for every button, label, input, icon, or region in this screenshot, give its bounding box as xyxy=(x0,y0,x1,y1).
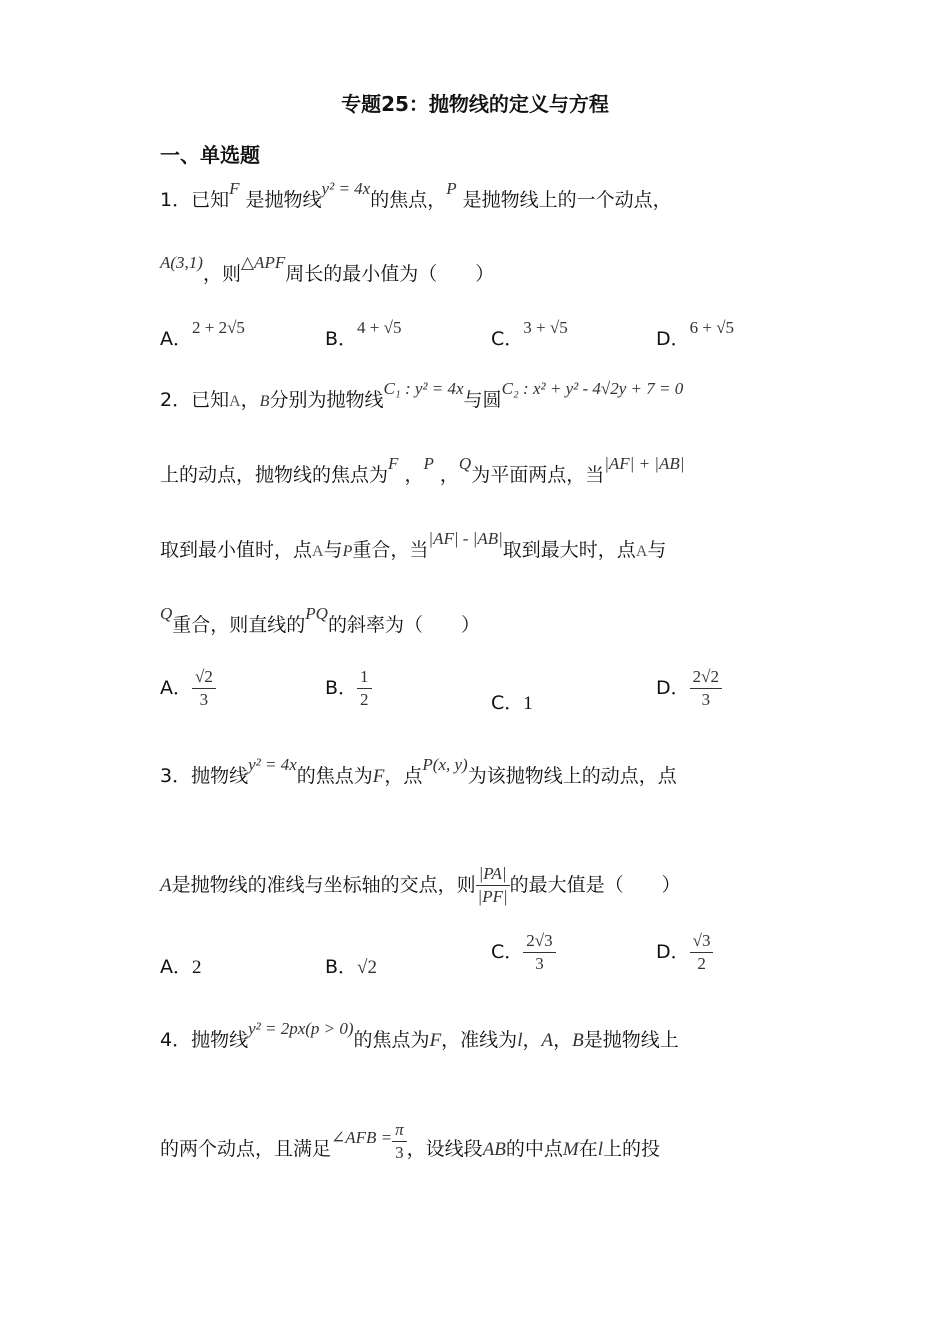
q2-option-d[interactable]: D． $\frac{2√2}{3}$ xyxy=(656,666,722,711)
q3-option-c[interactable]: C． $\frac{2√3}{3}$ xyxy=(491,930,556,975)
q3-A: A xyxy=(160,875,172,896)
q3-equation: y² = 4x xyxy=(248,755,297,774)
q2-A: A xyxy=(229,393,241,410)
q4-line-1: 4．抛物线y² = 2px(p > 0)的焦点为F，准线为l，A，B是抛物线上 xyxy=(160,1019,679,1051)
q1-line-1 xyxy=(160,179,672,213)
q1-text: 是抛物线 xyxy=(245,189,322,211)
q2-PQ: PQ xyxy=(305,604,328,623)
q3-line-2: A是抛物线的准线与坐标轴的交点，则 $\frac{|PA|}{|PF|}$ 的最大值是（ ） xyxy=(160,864,681,906)
q2-Q: Q xyxy=(458,454,472,473)
q2-sum: |AF| + |AB| xyxy=(604,454,685,473)
page-title: 专题25：抛物线的定义与方程 xyxy=(341,92,609,116)
q2-line-1: 2．已知A，B分别为抛物线C₁ : y² = 4x与圆C₂ : x² + y² - 4√2y + 7 = 0 xyxy=(160,379,684,411)
q2-P: P xyxy=(423,454,434,473)
q1-F: F xyxy=(229,179,240,198)
q1-text: ，则 xyxy=(202,263,241,285)
q3-option-d[interactable]: D． $\frac{√3}{2}$ xyxy=(656,930,713,975)
q3-F: F xyxy=(372,766,385,787)
q3-line-1: 3．抛物线y² = 4x的焦点为F，点P(x, y)为该抛物线上的动点，点 xyxy=(160,755,677,787)
q1-triangle: △APF xyxy=(240,253,286,272)
q3-point-P: P(x, y) xyxy=(422,755,468,774)
q1-option-c[interactable]: C．3 + √5 xyxy=(491,318,568,350)
q4-pi-over-3: $\frac{\pi}{3}$ xyxy=(392,1119,407,1164)
q1-line-2 xyxy=(160,253,495,287)
q2-line-4: Q重合，则直线的PQ的斜率为（ ） xyxy=(160,604,480,636)
q1-number: 1．已知 xyxy=(160,189,230,211)
q2-parabola: C₁ : y² = 4x xyxy=(383,379,464,398)
q1-text: 周长的最小值为（ ） xyxy=(285,263,495,285)
q4-line-2: 的两个动点，且满足∠AFB = $\frac{\pi}{3}$ ，设线段AB的中点M在l上的投 xyxy=(160,1120,661,1162)
q1-option-d[interactable]: D．6 + √5 xyxy=(656,318,735,350)
q2-F: F xyxy=(388,454,399,473)
q2-option-c[interactable]: C．1 xyxy=(491,692,533,714)
q3-ratio: $\frac{|PA|}{|PF|}$ xyxy=(477,864,508,906)
q1-text: 是抛物线上的一个动点， xyxy=(462,189,672,211)
q2-circle: C₂ : x² + y² - 4√2y + 7 = 0 xyxy=(501,379,684,398)
q1-option-a[interactable]: A．2 + 2√5 xyxy=(160,318,245,350)
q2-diff: |AF| - |AB| xyxy=(428,529,503,548)
q1-P: P xyxy=(446,179,457,198)
q4-equation: y² = 2px(p > 0) xyxy=(248,1019,354,1038)
q1-option-b[interactable]: B．4 + √5 xyxy=(325,318,402,350)
q2-option-a[interactable]: A． $\frac{√2}{3}$ xyxy=(160,666,216,711)
q2-option-b[interactable]: B． $\frac{1}{2}$ xyxy=(325,666,372,711)
q3-option-b[interactable]: B．√2 xyxy=(325,956,377,978)
q3-option-a[interactable]: A．2 xyxy=(160,956,202,978)
section-heading: 一、单选题 xyxy=(160,143,260,167)
q2-line-2: 上的动点，抛物线的焦点为F ，P ，Q为平面两点，当|AF| + |AB| xyxy=(160,454,685,486)
q2-number: 2．已知 xyxy=(160,389,230,411)
q4-angle: ∠AFB = xyxy=(331,1128,393,1147)
q2-B: B xyxy=(259,393,270,410)
q2-line-3: 取到最小值时，点A与P重合，当|AF| - |AB|取到最大时，点A与 xyxy=(160,529,667,561)
q1-text: 的焦点， xyxy=(370,189,447,211)
q1-equation: y² = 4x xyxy=(321,179,371,198)
q1-point-A: A(3,1) xyxy=(160,253,203,272)
